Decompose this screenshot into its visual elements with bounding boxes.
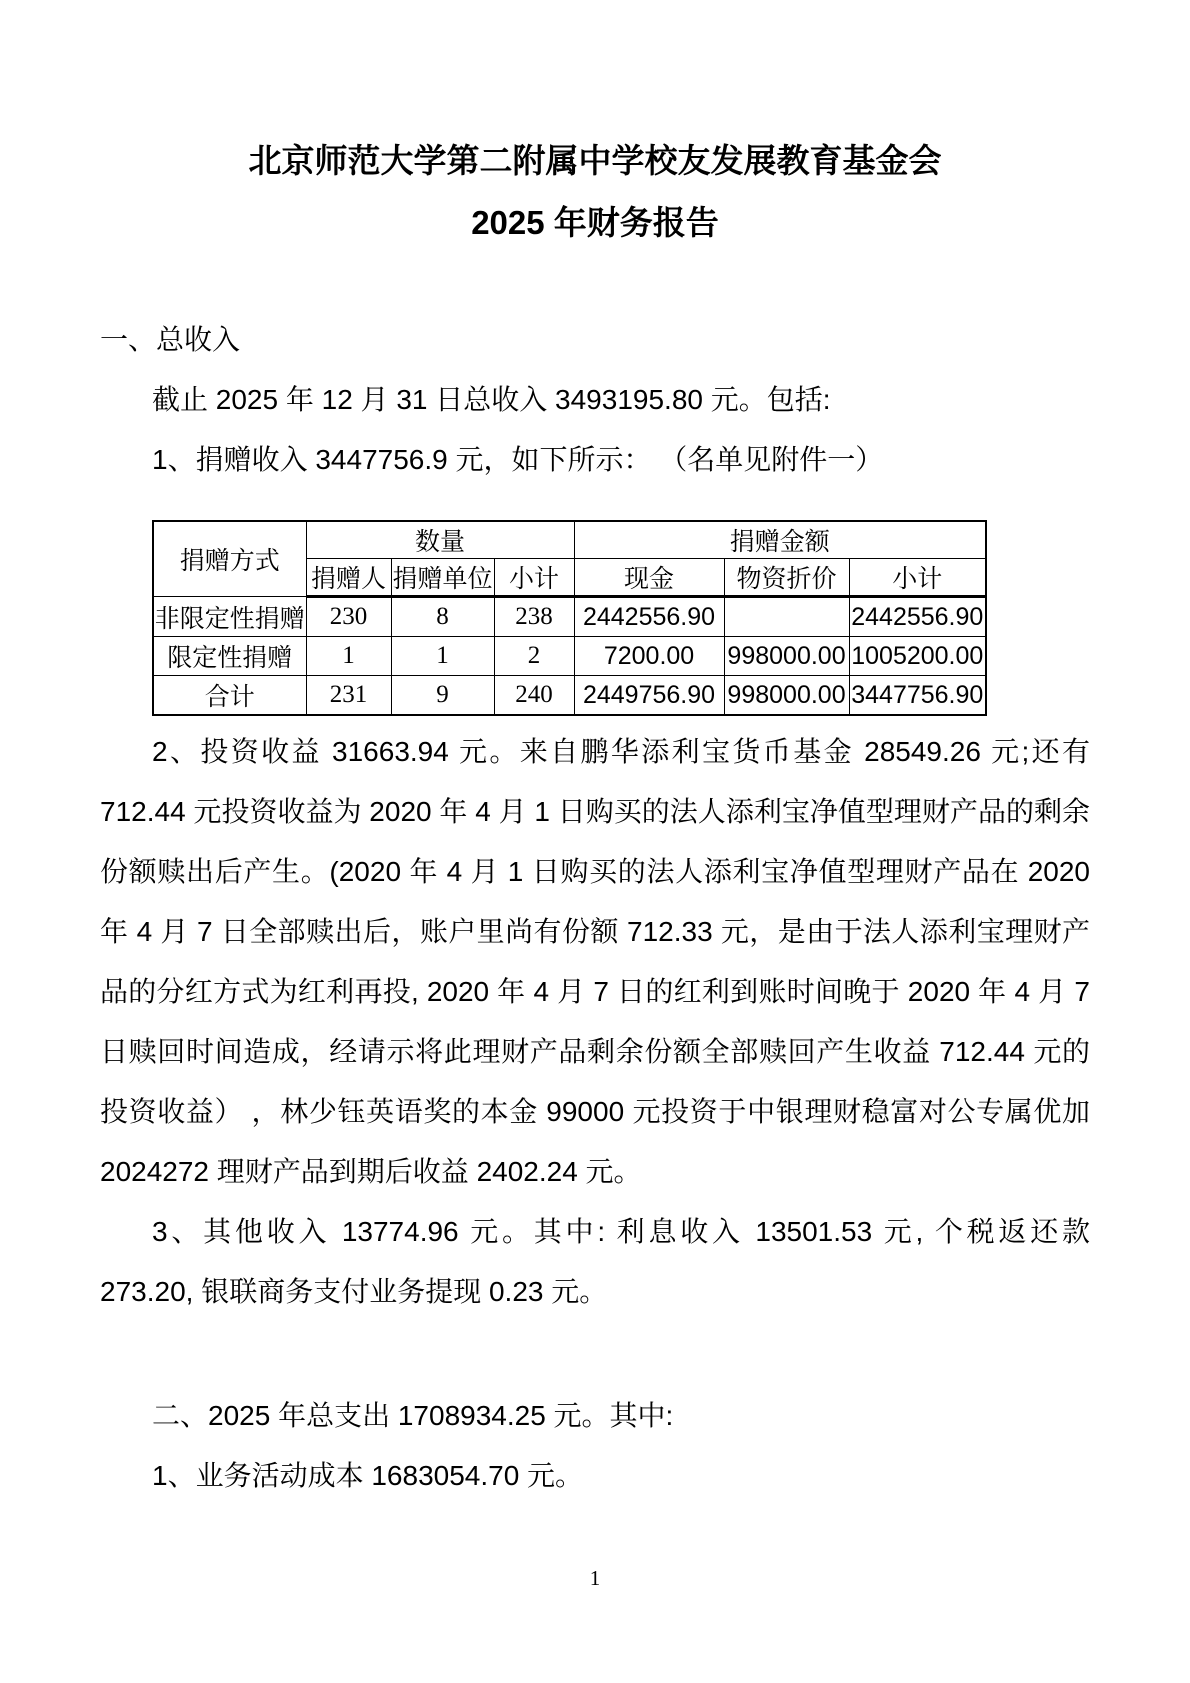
income-item1-paragraph: 1、捐赠收入 3447756.9 元，如下所示： （名单见附件一） (152, 444, 884, 475)
cell-goods: 998000.00 (724, 637, 849, 676)
table-header-group-row (153, 521, 986, 559)
expense-item1-paragraph: 1、业务活动成本 1683054.70 元。 (152, 1460, 584, 1491)
cell-qty-subtotal: 238 (494, 597, 574, 637)
cell-cash: 7200.00 (574, 637, 724, 676)
cell-goods: 998000.00 (724, 676, 849, 716)
table-row-restricted (153, 637, 986, 676)
cell-row-label: 限定性捐赠 (153, 637, 306, 676)
income-intro-paragraph: 截止 2025 年 12 月 31 日总收入 3493195.80 元。包括: (152, 384, 831, 415)
cell-donors: 1 (306, 637, 391, 676)
page-number: 1 (589, 1566, 601, 1590)
cell-cash: 2449756.90 (574, 676, 724, 716)
donation-table (152, 520, 987, 716)
header-qty-subtotal: 小计 (494, 559, 574, 597)
cell-units: 8 (391, 597, 494, 637)
cell-units: 1 (391, 637, 494, 676)
cell-amount-subtotal: 3447756.90 (849, 676, 986, 716)
header-goods-value: 物资折价 (724, 559, 849, 597)
header-group-amount: 捐赠金额 (574, 521, 986, 559)
cell-qty-subtotal: 240 (494, 676, 574, 716)
title-block (100, 130, 1090, 254)
header-donors: 捐赠人 (306, 559, 391, 597)
cell-qty-subtotal: 2 (494, 637, 574, 676)
cell-row-label: 非限定性捐赠 (153, 597, 306, 637)
report-title-line1: 北京师范大学第二附属中学校友发展教育基金会 (248, 142, 942, 179)
report-title-line2: 2025 年财务报告 (471, 204, 719, 241)
header-donor-units: 捐赠单位 (391, 559, 494, 597)
header-donation-method: 捐赠方式 (153, 521, 306, 597)
cell-units: 9 (391, 676, 494, 716)
cell-row-label: 合计 (153, 676, 306, 716)
cell-donors: 230 (306, 597, 391, 637)
header-cash: 现金 (574, 559, 724, 597)
section-expense-heading: 二、2025 年总支出 1708934.25 元。其中: (152, 1400, 674, 1431)
income-item2-paragraph: 2、投资收益 31663.94 元。来自鹏华添利宝货币基金 28549.26 元;还有 712.44 元投资收益为 2020 年 4 月 1 日购买的法人添利宝净值型理财产品的剩余份额赎出后产生。(2020 年 4 月 1 日购买的法人添利宝净值型理财产品在 2020 年 4 月 7 日全部赎出后，账户里尚有份额 712.33 元，是由于法人添利宝理财产品的分红方式为红利再投, 2020 年 4 月 7 日的红利到账时间晚于 2020 年 4 月 7 日赎回时间造成，经请示将此理财产品剩余份额全部赎回产生收益 712.44 元的投资收益） ，林少钰英语奖的本金 99000 元投资于中银理财稳富对公专属优加 2024272 理财产品到期后收益 2402.24 元。 (100, 736, 1090, 1187)
section-income-heading: 一、总收入 (100, 324, 241, 355)
report-content (100, 0, 1090, 1506)
cell-amount-subtotal: 1005200.00 (849, 637, 986, 676)
cell-goods (724, 597, 849, 637)
cell-amount-subtotal: 2442556.90 (849, 597, 986, 637)
table-row-unrestricted (153, 597, 986, 637)
income-item3-paragraph: 3、其他收入 13774.96 元。其中: 利息收入 13501.53 元, 个税返还款 273.20, 银联商务支付业务提现 0.23 元。 (100, 1216, 1090, 1307)
cell-cash: 2442556.90 (574, 597, 724, 637)
cell-donors: 231 (306, 676, 391, 716)
header-amount-subtotal: 小计 (849, 559, 986, 597)
header-group-quantity: 数量 (306, 521, 574, 559)
table-row-total (153, 676, 986, 716)
